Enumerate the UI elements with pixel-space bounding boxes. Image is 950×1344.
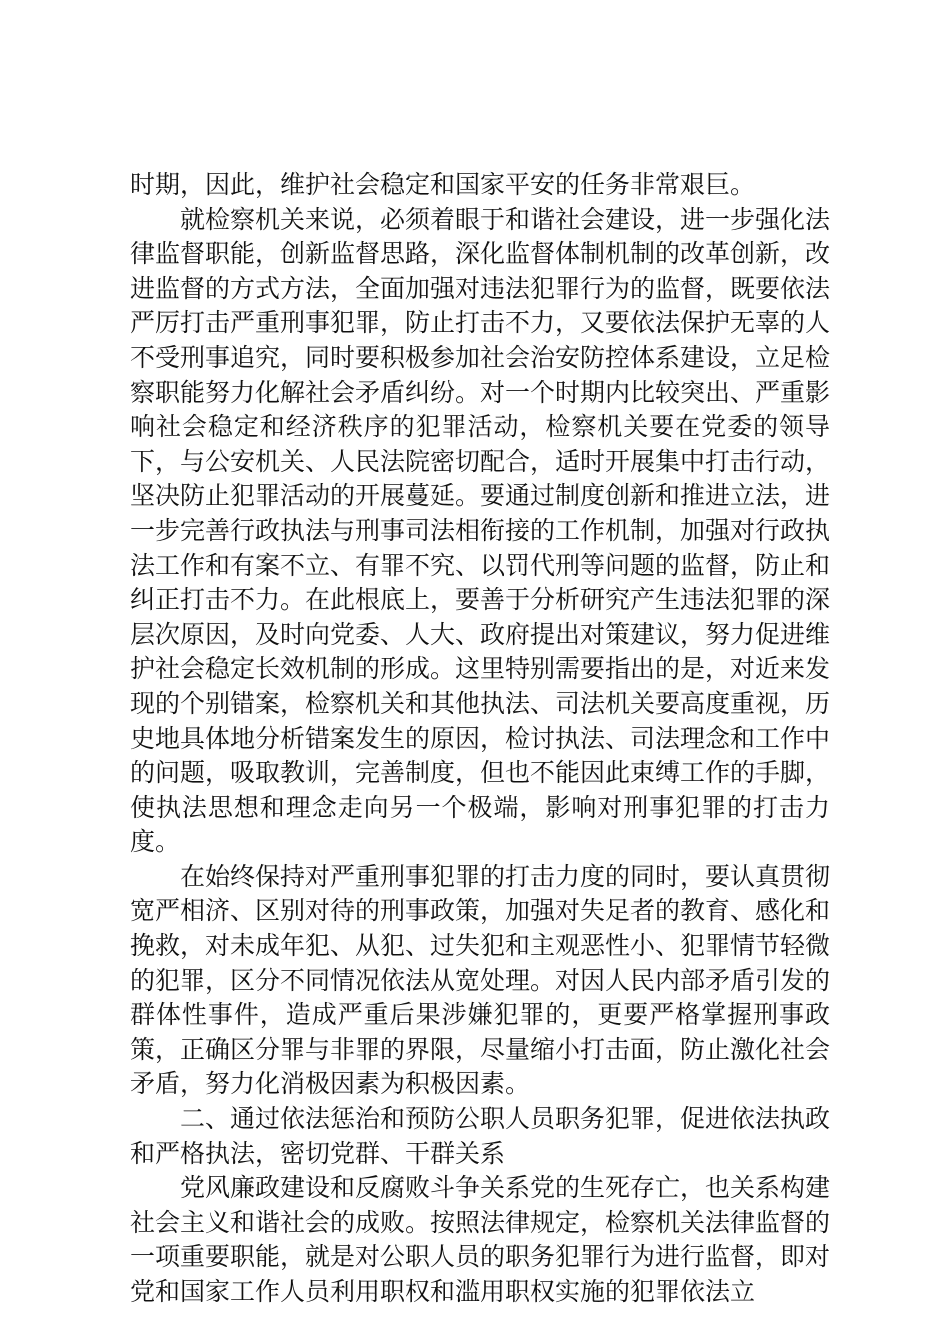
document-body: [130, 168, 830, 1310]
section-heading-two: 二、通过依法惩治和预防公职人员职务犯罪，促进依法执政和严格执法，密切党群、干群关系: [130, 1104, 831, 1168]
paragraph-anti-corruption: 党风廉政建设和反腐败斗争关系党的生死存亡，也关系构建社会主义和谐社会的成败。按照法律规定，检察机关法律监督的一项重要职能，就是对公职人员的职务犯罪行为进行监督，即对党和国家工作人员利用职权和滥用职权实施的犯罪依法立: [130, 1173, 831, 1306]
paragraph-criminal-policy: 在始终保持对严重刑事犯罪的打击力度的同时，要认真贯彻宽严相济、区别对待的刑事政策，加强对失足者的教育、感化和挽救，对未成年犯、从犯、过失犯和主观恶性小、犯罪情节轻微的犯罪，区分不同情况依法从宽处理。对因人民内部矛盾引发的群体性事件，造成严重后果涉嫌犯罪的，更要严格掌握刑事政策，正确区分罪与非罪的界限，尽量缩小打击面，防止激化社会矛盾，努力化消极因素为积极因素。: [130, 861, 831, 1099]
paragraph-continuation: 时期，因此，维护社会稳定和国家平安的任务非常艰巨。: [130, 170, 756, 199]
paragraph-procuratorate-role: 就检察机关来说，必须着眼于和谐社会建设，进一步强化法律监督职能，创新监督思路，深化监督体制机制的改革创新，改进监督的方式方法，全面加强对违法犯罪行为的监督，既要依法严厉打击严重刑事犯罪，防止打击不力，又要依法保护无辜的人不受刑事追究，同时要积极参加社会治安防控体系建设，立足检察职能努力化解社会矛盾纠纷。对一个时期内比较突出、严重影响社会稳定和经济秩序的犯罪活动，检察机关要在党委的领导下，与公安机关、人民法院密切配合，适时开展集中打击行动，坚决防止犯罪活动的开展蔓延。要通过制度创新和推进立法，进一步完善行政执法与刑事司法相衔接的工作机制，加强对行政执法工作和有案不立、有罪不究、以罚代刑等问题的监督，防止和纠正打击不力。在此根底上，要善于分析研究产生违法犯罪的深层次原因，及时向党委、人大、政府提出对策建议，努力促进维护社会稳定长效机制的形成。这里特别需要指出的是，对近来发现的个别错案，检察机关和其他执法、司法机关要高度重视，历史地具体地分析错案发生的原因，检讨执法、司法理念和工作中的问题，吸取教训，完善制度，但也不能因此束缚工作的手脚，使执法思想和理念走向另一个极端，影响对刑事犯罪的打击力度。: [130, 204, 831, 857]
